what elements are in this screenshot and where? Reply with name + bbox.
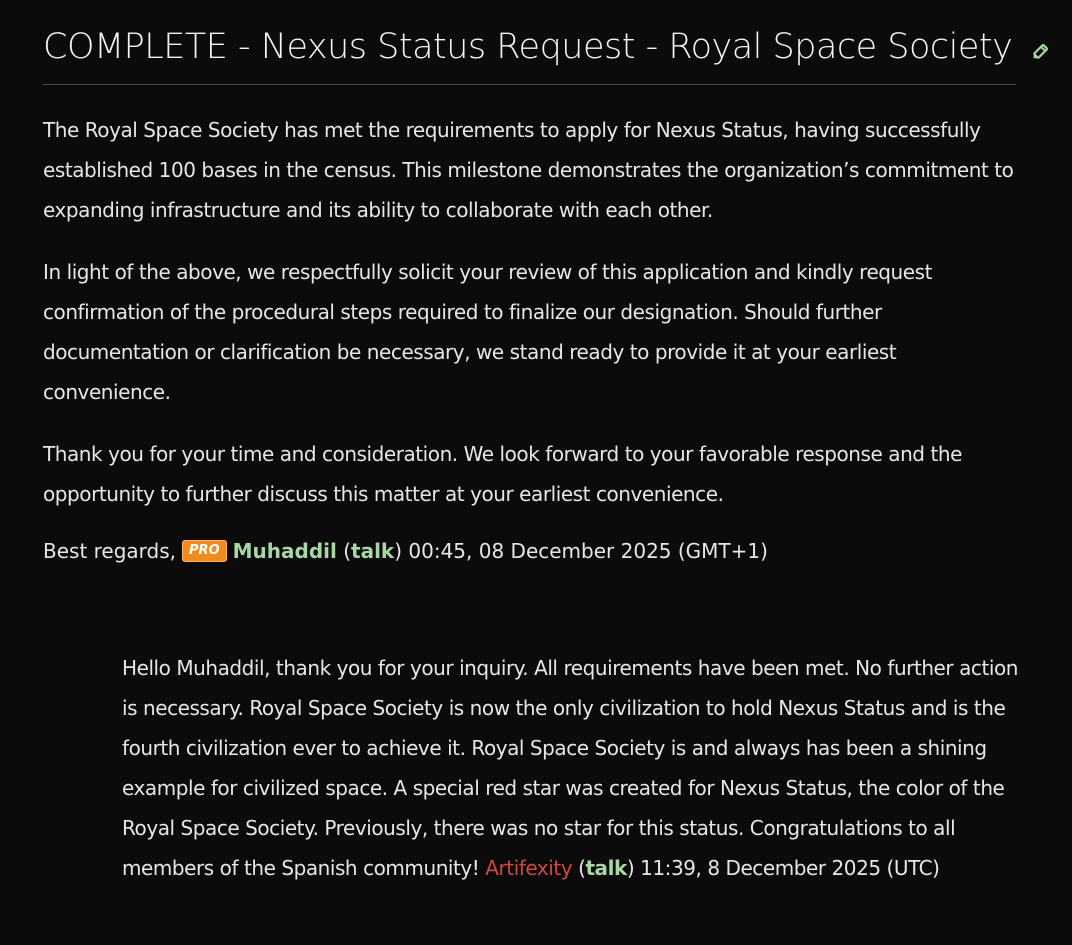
signature-timestamp: ) 00:45, 08 December 2025 (GMT+1) <box>394 539 768 563</box>
section-heading <box>43 22 1016 85</box>
signature-prefix: Best regards, <box>43 539 177 563</box>
user-link-artifexity[interactable]: Artifexity <box>485 856 573 880</box>
reply-paren-open: ( <box>572 856 586 880</box>
paren-open-char: ( <box>343 539 352 563</box>
paragraph: In light of the above, we respectfully solicit your review of this application and kindly request confirmation of the procedural steps required to finalize our designation. Should further documentation or clarification be necessary, we stand ready to provide it at your earliest convenience. <box>43 260 932 404</box>
reply-timestamp: ) 11:39, 8 December 2025 (UTC) <box>626 856 940 880</box>
talk-link[interactable]: talk <box>351 539 395 563</box>
pro-badge: PRO <box>182 540 227 562</box>
pencil-icon[interactable] <box>1030 40 1052 62</box>
reply-text <box>122 648 1022 888</box>
post-body <box>43 110 1023 566</box>
paragraph: Thank you for your time and consideration. We look forward to your favorable response and the opportunity to further discuss this matter at your earliest convenience. <box>43 442 962 506</box>
section-title: COMPLETE - Nexus Status Request - Royal Space Society <box>43 27 1013 67</box>
reply-block <box>122 648 1022 888</box>
reply-body: Hello Muhaddil, thank you for your inquiry. All requirements have been met. No further action is necessary. Royal Space Society is now the only civilization to hold Nexus Status and is the fourth civilization ever to achieve it. Royal Space Society is and always has been a shining example for civilized space. A special red star was created for Nexus Status, the color of the Royal Space Society. Previously, there was no star for this status. Congratulations to all members of the Spanish community! <box>122 656 1018 880</box>
reply-talk-link[interactable]: talk <box>585 856 627 880</box>
user-link-muhaddil[interactable]: Muhaddil <box>232 539 337 563</box>
signature <box>43 536 1023 566</box>
paragraph: The Royal Space Society has met the requirements to apply for Nexus Status, having successfully established 100 bases in the census. This milestone demonstrates the organization’s commitment to expanding infrastructure and its ability to collaborate with each other. <box>43 118 1014 222</box>
